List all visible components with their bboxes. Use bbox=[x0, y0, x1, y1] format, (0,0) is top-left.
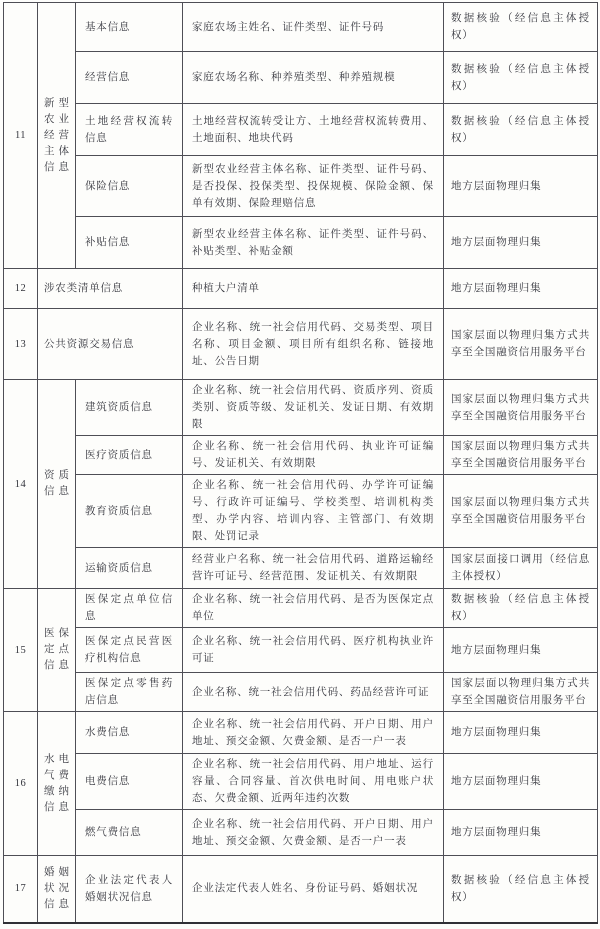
data-items-cell: 企业名称、统一社会信用代码、是否为医保定点单位 bbox=[183, 589, 444, 628]
subcategory-cell: 医保定点零售药店信息 bbox=[76, 673, 183, 712]
category-line: 状况 bbox=[44, 882, 69, 894]
category-cell bbox=[38, 856, 76, 923]
category-line: 信息 bbox=[44, 161, 69, 173]
category-line: 资质 bbox=[44, 470, 69, 481]
table-row bbox=[4, 52, 598, 104]
category-line: 信息 bbox=[44, 801, 69, 813]
row-number: 12 bbox=[4, 269, 38, 309]
subcategory-cell: 土地经营权流转信息 bbox=[76, 104, 183, 156]
subcategory-cell: 燃气费信息 bbox=[76, 810, 183, 856]
data-items-cell: 企业名称、统一社会信用代码、开户日期、用户地址、预交金额、欠费金额、是否一户一表 bbox=[183, 712, 444, 754]
collection-method-cell: 地方层面物理归集 bbox=[444, 810, 598, 856]
data-items-cell: 家庭农场主姓名、证件类型、证件号码 bbox=[183, 3, 444, 52]
data-items-cell: 企业名称、统一社会信用代码、执业许可证编号、发证机关、有效期限 bbox=[183, 436, 444, 475]
category-line: 信息 bbox=[44, 898, 69, 910]
table-row bbox=[4, 156, 598, 217]
row-number: 15 bbox=[4, 589, 38, 712]
category-line: 主体 bbox=[44, 145, 69, 157]
table-row bbox=[4, 309, 598, 380]
table-row bbox=[4, 810, 598, 856]
table-row bbox=[4, 628, 598, 673]
collection-method-cell: 地方层面物理归集 bbox=[444, 156, 598, 217]
data-items-cell: 企业名称、统一社会信用代码、交易类型、项目名称、项目金额、项目所有组织名称、链接地址、公告日期 bbox=[183, 309, 444, 380]
data-items-cell: 土地经营权流转受让方、土地经营权流转费用、土地面积、地块代码 bbox=[183, 104, 444, 156]
table-row bbox=[4, 269, 598, 309]
subcategory-cell: 教育资质信息 bbox=[76, 475, 183, 548]
collection-method-cell: 地方层面物理归集 bbox=[444, 628, 598, 673]
table-row bbox=[4, 380, 598, 436]
collection-method-cell: 数据核验（经信息主体授权） bbox=[444, 856, 598, 923]
data-items-cell: 企业法定代表人姓名、身份证号码、婚姻状况 bbox=[183, 856, 444, 923]
table-row bbox=[4, 589, 598, 628]
category-line: 气费 bbox=[44, 769, 69, 781]
collection-method-cell: 地方层面物理归集 bbox=[444, 217, 598, 269]
table-row bbox=[4, 548, 598, 589]
subcategory-cell: 医保定点民营医疗机构信息 bbox=[76, 628, 183, 673]
subcategory-cell: 运输资质信息 bbox=[76, 548, 183, 589]
row-number: 14 bbox=[4, 380, 38, 589]
data-items-cell: 家庭农场名称、种养殖类型、种养殖规模 bbox=[183, 52, 444, 104]
category-cell bbox=[38, 589, 76, 712]
category-line: 缴纳 bbox=[44, 785, 69, 797]
table-row bbox=[4, 104, 598, 156]
row-number: 17 bbox=[4, 856, 38, 923]
table-row bbox=[4, 475, 598, 548]
table-row bbox=[4, 754, 598, 810]
table-row bbox=[4, 673, 598, 712]
collection-method-cell: 国家层面以物理归集方式共享至全国融资信用服务平台 bbox=[444, 475, 598, 548]
table-row bbox=[4, 856, 598, 923]
category-line: 定点 bbox=[44, 644, 69, 655]
collection-method-cell: 国家层面以物理归集方式共享至全国融资信用服务平台 bbox=[444, 673, 598, 712]
category-line: 婚姻 bbox=[44, 866, 69, 878]
data-items-cell: 企业名称、统一社会信用代码、用户地址、运行容量、合同容量、首次供电时间、用电账户状态、欠费金额、近两年违约次数 bbox=[183, 754, 444, 810]
collection-method-cell: 国家层面以物理归集方式共享至全国融资信用服务平台 bbox=[444, 436, 598, 475]
table-body bbox=[4, 3, 598, 923]
category-line: 水电 bbox=[44, 753, 69, 765]
subcategory-cell: 企业法定代表人婚姻状况信息 bbox=[76, 856, 183, 923]
category-cell bbox=[38, 3, 76, 269]
category-cell: 公共资源交易信息 bbox=[38, 309, 183, 380]
credit-info-table bbox=[3, 2, 598, 924]
collection-method-cell: 地方层面物理归集 bbox=[444, 754, 598, 810]
collection-method-cell: 数据核验（经信息主体授权） bbox=[444, 52, 598, 104]
data-items-cell: 经营业户名称、统一社会信用代码、道路运输经营许可证号、经营范围、发证机关、有效期限 bbox=[183, 548, 444, 589]
row-number: 11 bbox=[4, 3, 38, 269]
category-line: 医保 bbox=[44, 628, 69, 639]
subcategory-cell: 补贴信息 bbox=[76, 217, 183, 269]
subcategory-cell: 水费信息 bbox=[76, 712, 183, 754]
subcategory-cell: 经营信息 bbox=[76, 52, 183, 104]
collection-method-cell: 国家层面以物理归集方式共享至全国融资信用服务平台 bbox=[444, 309, 598, 380]
data-items-cell: 企业名称、统一社会信用代码、开户日期、用户地址、预交金额、欠费金额、是否一户一表 bbox=[183, 810, 444, 856]
collection-method-cell: 国家层面接口调用（经信息主体授权） bbox=[444, 548, 598, 589]
data-items-cell: 企业名称、统一社会信用代码、药品经营许可证 bbox=[183, 673, 444, 712]
table-row bbox=[4, 217, 598, 269]
subcategory-cell: 保险信息 bbox=[76, 156, 183, 217]
category-line: 信息 bbox=[44, 660, 69, 671]
collection-method-cell: 数据核验（经信息主体授权） bbox=[444, 3, 598, 52]
subcategory-cell: 电费信息 bbox=[76, 754, 183, 810]
subcategory-cell: 建筑资质信息 bbox=[76, 380, 183, 436]
subcategory-cell: 医疗资质信息 bbox=[76, 436, 183, 475]
data-items-cell: 企业名称、统一社会信用代码、办学许可证编号、行政许可证编号、学校类型、培训机构类型、办学内容、培训内容、主管部门、有效期限、处罚记录 bbox=[183, 475, 444, 548]
collection-method-cell: 地方层面物理归集 bbox=[444, 269, 598, 309]
category-line: 经营 bbox=[44, 129, 69, 141]
subcategory-cell: 医保定点单位信息 bbox=[76, 589, 183, 628]
row-number: 16 bbox=[4, 712, 38, 856]
category-line: 新型 bbox=[44, 97, 69, 109]
category-line: 农业 bbox=[44, 113, 69, 125]
collection-method-cell: 数据核验（经信息主体授权） bbox=[444, 589, 598, 628]
row-number: 13 bbox=[4, 309, 38, 380]
data-items-cell: 新型农业经营主体名称、证件类型、证件号码、补贴类型、补贴金额 bbox=[183, 217, 444, 269]
collection-method-cell: 数据核验（经信息主体授权） bbox=[444, 104, 598, 156]
category-cell bbox=[38, 712, 76, 856]
data-items-cell: 种植大户清单 bbox=[183, 269, 444, 309]
category-cell bbox=[38, 380, 76, 589]
subcategory-cell: 基本信息 bbox=[76, 3, 183, 52]
table-row bbox=[4, 436, 598, 475]
table-row bbox=[4, 3, 598, 52]
collection-method-cell: 地方层面物理归集 bbox=[444, 712, 598, 754]
table-row bbox=[4, 712, 598, 754]
data-items-cell: 新型农业经营主体名称、证件类型、证件号码、是否投保、投保类型、投保规模、保险金额、保单有效期、保险理赔信息 bbox=[183, 156, 444, 217]
data-items-cell: 企业名称、统一社会信用代码、医疗机构执业许可证 bbox=[183, 628, 444, 673]
collection-method-cell: 国家层面以物理归集方式共享至全国融资信用服务平台 bbox=[444, 380, 598, 436]
category-line: 信息 bbox=[44, 486, 69, 497]
category-cell: 涉农类清单信息 bbox=[38, 269, 183, 309]
data-items-cell: 企业名称、统一社会信用代码、资质序列、资质类别、资质等级、发证机关、发证日期、有效期限 bbox=[183, 380, 444, 436]
